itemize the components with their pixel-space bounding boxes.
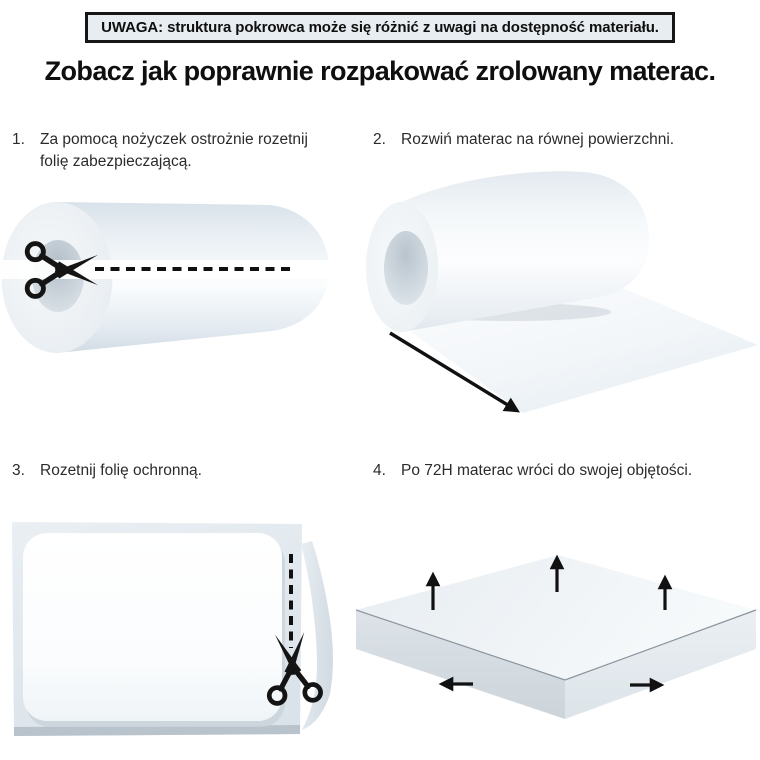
step-3-label <box>12 460 202 482</box>
step-2-number: 2. <box>373 131 386 148</box>
step-3-number: 3. <box>12 462 25 479</box>
page-title: Zobacz jak poprawnie rozpakować zrolowany materac. <box>44 56 716 86</box>
step-4-illustration <box>356 540 760 760</box>
step-3-text: Rozetnij folię ochronną. <box>40 462 202 479</box>
mattress <box>23 533 282 721</box>
notice-banner-row <box>0 12 760 43</box>
step-1-illustration <box>0 192 336 404</box>
step-1-label <box>12 129 316 173</box>
roll-hole <box>384 231 428 305</box>
step-2-text: Rozwiń materac na równej powierzchni. <box>401 131 675 148</box>
step-4-text: Po 72H materac wróci do swojej objętości. <box>401 462 693 479</box>
step-4-label <box>373 460 692 482</box>
step-1-number: 1. <box>12 131 25 148</box>
step-2-label <box>373 129 674 151</box>
notice-banner <box>85 12 675 43</box>
step-3-illustration <box>8 514 348 760</box>
step-4-number: 4. <box>373 462 386 479</box>
step-2-illustration <box>356 162 760 424</box>
notice-text: UWAGA: struktura pokrowca może się różnić z uwagi na dostępność materiału. <box>101 19 659 36</box>
step-1-text: Za pomocą nożyczek ostrożnie rozetnij folię zabezpieczającą. <box>40 131 308 170</box>
